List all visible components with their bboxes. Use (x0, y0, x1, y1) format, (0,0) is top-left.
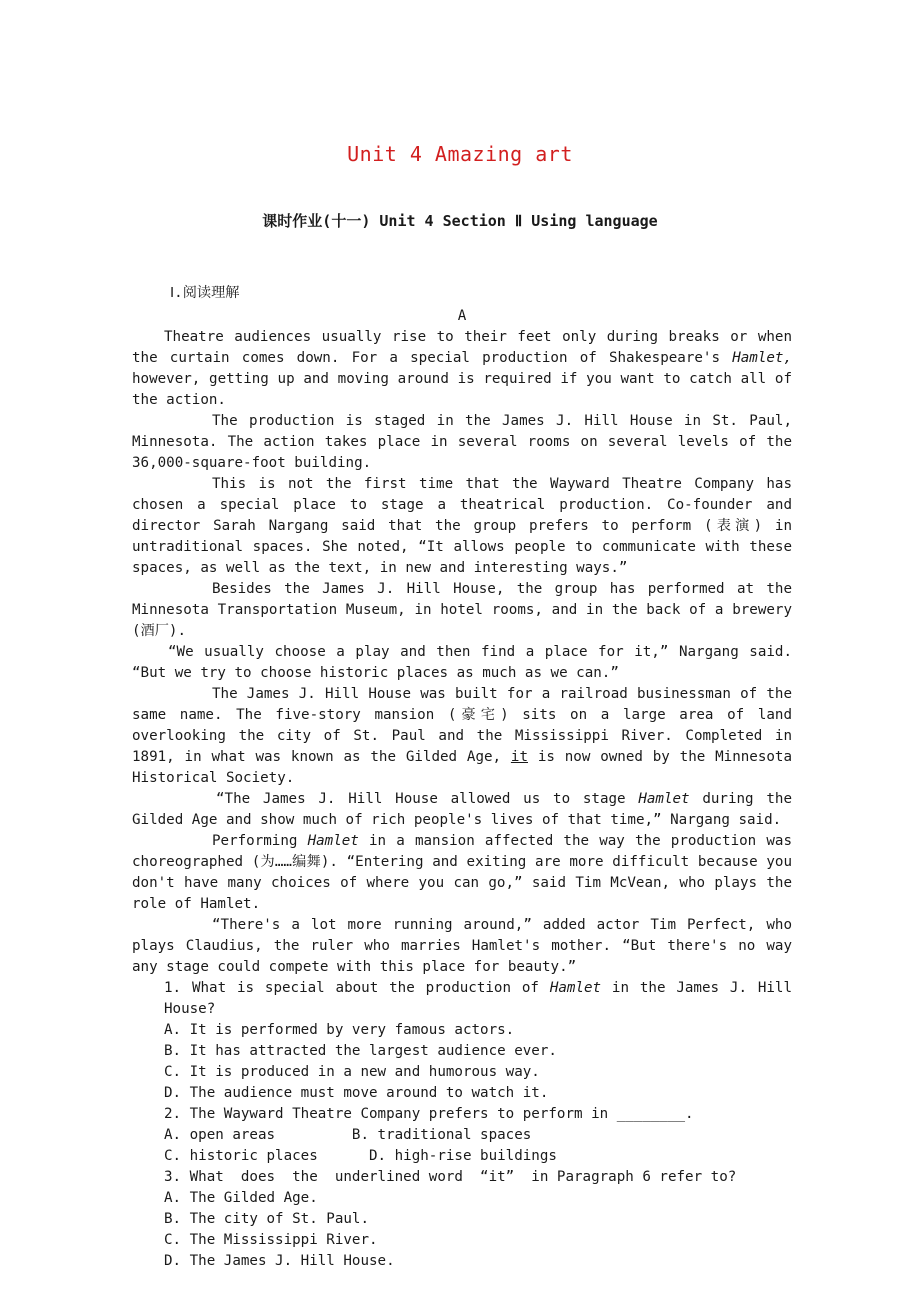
document-title: Unit 4 Amazing art (347, 142, 573, 166)
question-2-options-cd: C. historic places D. high-rise buildings (164, 1148, 557, 1164)
paragraph-3: This is not the first time that the Wayward Theatre Company has chosen a special place to stage a theatrical production. Co-founder and director Sarah Nargang said that the group prefers to perform (表演) in untraditional spaces. She noted, “It allows people to communicate with these spaces, as well as the text, in new and interesting ways.” (132, 476, 792, 576)
question-1-option-b: B. It has attracted the largest audience ever. (164, 1043, 557, 1059)
paragraph-8: Performing Hamlet in a mansion affected the way the production was choreographed (为……编舞). “Entering and exiting are more difficult because you don't have many choices of where you can go,” said Tim McVean, who plays the role of Hamlet. (132, 833, 792, 912)
question-1-option-c: C. It is produced in a new and humorous way. (164, 1064, 540, 1080)
paragraph-4: Besides the James J. Hill House, the group has performed at the Minnesota Transportation Museum, in hotel rooms, and in the back of a brewery (酒厂). (132, 581, 792, 639)
question-1-option-d: D. The audience must move around to watch it. (164, 1085, 549, 1101)
paragraph-2: The production is staged in the James J. Hill House in St. Paul, Minnesota. The action takes place in several rooms on several levels of the 36,000-square-foot building. (132, 413, 792, 471)
section-heading: Ⅰ.阅读理解 (170, 285, 240, 301)
lesson-subtitle: 课时作业(十一) Unit 4 Section Ⅱ Using language (262, 212, 658, 230)
question-3-option-c: C. The Mississippi River. (164, 1232, 378, 1248)
question-1: 1. What is special about the production of Hamlet in the James J. Hill House? (164, 980, 793, 1017)
paragraph-5: “We usually choose a play and then find a place for it,” Nargang said. “But we try to choose historic places as much as we can.” (132, 644, 792, 681)
underlined-word: it (510, 749, 528, 765)
question-2: 2. The Wayward Theatre Company prefers to perform in ________. (164, 1106, 694, 1122)
passage-label: A (457, 308, 467, 324)
question-3-option-b: B. The city of St. Paul. (164, 1211, 369, 1227)
question-2-options-ab: A. open areas B. traditional spaces (164, 1127, 532, 1143)
paragraph-1: Theatre audiences usually rise to their feet only during breaks or when the curtain comes down. For a special production of Shakespeare's Hamlet, however, getting up and moving around is required if you want to catch all of the action. (132, 329, 792, 408)
paragraph-6: The James J. Hill House was built for a railroad businessman of the same name. The five-story mansion (豪宅) sits on a large area of land overlooking the city of St. Paul and the Mississippi River. Completed in 1891, in what was known as the Gilded Age, it is now owned by the Minnesota Historical Society. (132, 686, 792, 786)
question-1-option-a: A. It is performed by very famous actors. (164, 1022, 515, 1038)
question-3-option-d: D. The James J. Hill House. (164, 1253, 395, 1269)
paragraph-9: “There's a lot more running around,” added actor Tim Perfect, who plays Claudius, the ruler who marries Hamlet's mother. “But there's no way any stage could compete with this place for beauty.” (132, 917, 792, 975)
paragraph-7: “The James J. Hill House allowed us to stage Hamlet during the Gilded Age and show much of rich people's lives of that time,” Nargang said. (132, 791, 792, 828)
document-body (132, 283, 792, 1272)
question-3-option-a: A. The Gilded Age. (164, 1190, 318, 1206)
question-3: 3. What does the underlined word “it” in Paragraph 6 refer to? (164, 1169, 737, 1185)
